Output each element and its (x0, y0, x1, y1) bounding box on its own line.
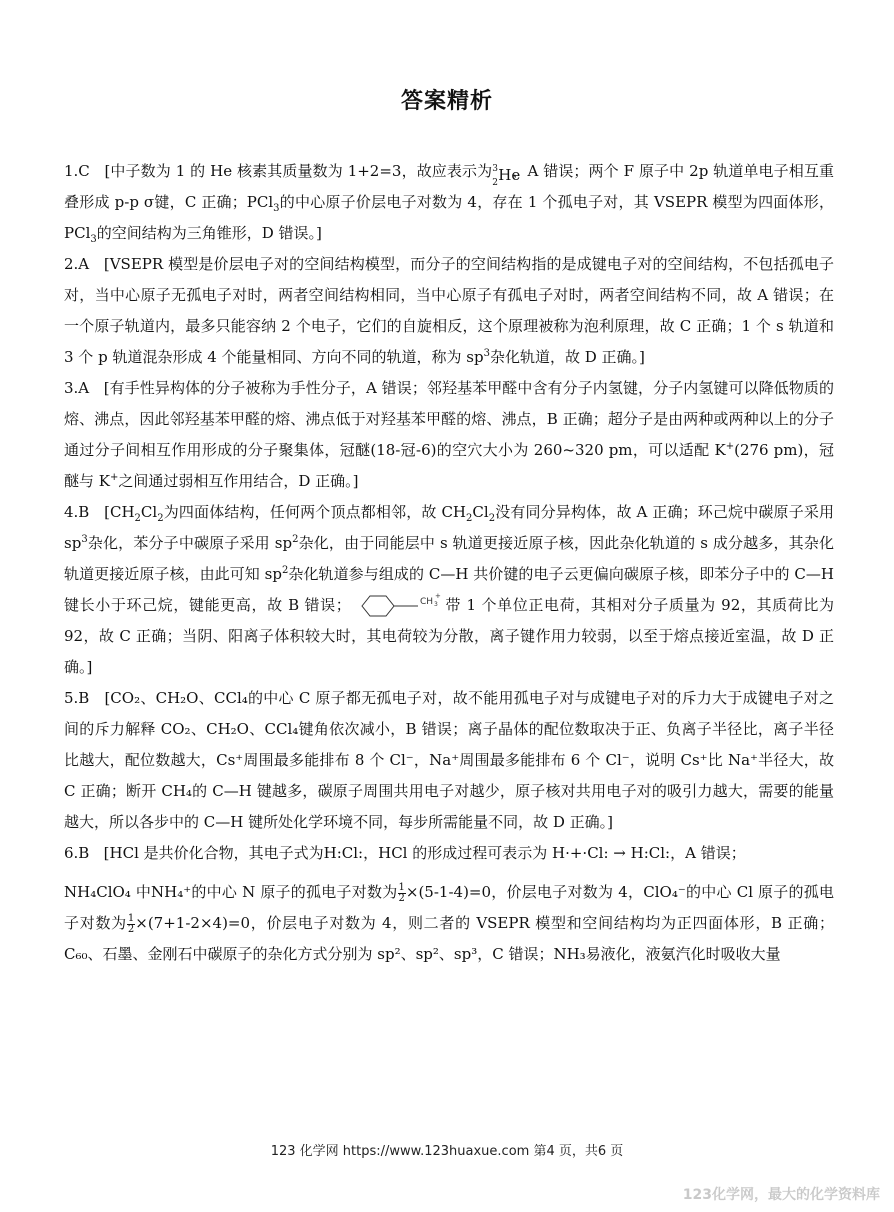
answer-6-continued (64, 877, 834, 970)
page-title: 答案精析 (400, 88, 493, 114)
answer-text: (276 pm)，冠醚与 K (64, 441, 834, 490)
answer-text: [VSEPR 模型是价层电子对的空间结构模型，而分子的空间结构指的是成键电子对的空间结构，不包括孤电子对，当中心原子无孤电子对时，两者空间结构相同，当中心原子有孤电子对时，两者空间结构不同，故 A 错误；在一个原子轨道内，最多只能容纳 2 个电子，它们的自旋相反，这个原理被称为泡利原理，故 C 正确；1 个 s 轨道和 3 个 p 轨道混杂形成 4 个能量相同、方向不同的轨道，称为 sp (64, 255, 834, 366)
answer-4: 4.B [$CH_2Cl_2$为四面体结构，任何两个顶点都相邻，故 $CH_2Cl_2$没有同分异构体，故 A 正确；环己烷中碳原子采用 $sp^3$杂化，苯分子中碳原子采用 $sp^2$杂化，由于同能层中 s 轨道更接近原子核，因此杂化轨道的 s 成分越多，其杂化轨道更接近原子核，由此可知 $sp^2$杂化轨道参与组成的 C—H 共价键的电子云更偏向碳原子核，即苯分子中的 C—H 键长小于环己烷，键能更高，故 B 错误； CH 3 + 带 1 个单位正电荷，其相对分子质量为 92，其质荷比为 92，故 C 正确；当阴、阳离子体积较大时，其电荷较为分散，离子键作用力较弱，以至于熔点接近室温，故 D 正确。] (64, 503, 835, 676)
answer-text: ，A 错误； (670, 844, 746, 862)
answer-text: 杂化，由于同能层中 s 轨道更接近原子核，因此杂化轨道的 s 成分越多，其杂化轨道更接近原子核，由此可知 sp (64, 534, 834, 583)
answer-text: [CH (104, 503, 135, 521)
toluene-cation-structure-icon (356, 591, 440, 621)
answer-text: 杂化轨道，故 D 正确。] (489, 348, 645, 366)
methyl-label: CH (420, 597, 434, 607)
answer-text: 之间通过弱相互作用结合，D 正确。] (118, 472, 359, 490)
hcl-electron-formula: H:Cl: (323, 844, 364, 862)
superscript: + (109, 472, 119, 483)
answer-text: NH₄ClO₄ 中NH₄⁺的中心 N 原子的孤电子对数为 (64, 883, 398, 901)
hcl-formation-process: H·+·Cl: → H:Cl: (552, 844, 671, 862)
answer-text: 为四面体结构，任何两个顶点都相邻，故 CH (163, 503, 467, 521)
answer-text: 没有同分异构体，故 A 正确；环己烷中碳原子采用 sp (64, 503, 835, 552)
fraction (127, 914, 135, 935)
answer-number: 2.A (64, 255, 90, 273)
answer-text: 杂化轨道参与组成的 C—H 共价键的电子云更偏向碳原子核，即苯分子中的 C—H 键长小于环己烷，键能更高，故 B 错误； (64, 565, 834, 614)
answer-text: [HCl 是共价化合物，其电子式为 (103, 844, 324, 862)
page-footer: 123 化学网 https://www.123huaxue.com 第4 页，共6 页 (270, 1144, 624, 1159)
mass-number: 3 (492, 164, 498, 174)
answer-number: 3.A (64, 379, 90, 397)
answer-text: Cl (472, 503, 489, 521)
svg-text:3: 3 (434, 601, 438, 608)
fraction-denominator: 2 (398, 892, 405, 904)
answer-text: 带 1 个单位正电荷，其相对分子质量为 92，其质荷比为 92，故 C 正确；当阴、阳离子体积较大时，其电荷较为分散，离子键作用力较弱，以至于熔点接近室温，故 D 正确。] (64, 596, 834, 676)
answer-text: [中子数为 1 的 He 核素其质量数为 1+2=3，故应表示为 (104, 162, 493, 180)
fraction (398, 883, 406, 904)
fraction-denominator: 2 (127, 923, 135, 935)
answer-text: ×(7+1-2×4)=0，价层电子对数为 4，则二者的 VSEPR 模型和空间结构均为正四面体形，B 正确；C₆₀、石墨、金刚石中碳原子的杂化方式分别为 sp²、sp²、sp³，C 错误；NH₃易液化，液氨汽化时吸收大量 (64, 914, 834, 963)
answer-text: [CO₂、CH₂O、CCl₄的中心 C 原子都无孤电子对，故不能用孤电子对与成键电子对的斥力大于成键电子对之间的斥力解释 CO₂、CH₂O、CCl₄键角依次减小，B 错误；离子晶体的配位数取决于正、负离子半径比，离子半径比越大，配位数越大，Cs⁺周围最多能排布 8 个 Cl⁻，Na⁺周围最多能排布 6 个 Cl⁻，说明 Cs⁺比 Na⁺半径大，故 C 正确；断开 CH₄的 C—H 键越多，碳原子周围共用电子对越少，原子核对共用电子对的吸引力越大，需要的能量越大，所以各步中的 C—H 键所处化学环境不同，每步所需能量不同，故 D 正确。] (64, 689, 834, 831)
atomic-number: 2 (492, 178, 498, 188)
answer-text: ，A 错误；两个 F 原子中 2p 轨道单电子相互重叠形成 p-p σ键，C 正确；PCl (64, 162, 834, 211)
answer-number: 6.B (64, 844, 90, 862)
answer-body (64, 156, 834, 970)
answer-number: 4.B (64, 503, 90, 521)
answer-1: 1.C [中子数为 1 的 He 核素其质量数为 1+2=3，故应表示为 3 2 He ，A 错误；两个 F 原子中 2p 轨道单电子相互重叠形成 p-p σ键，C 正确；PCl$_3$的中心原子价层电子对数为 4，存在 1 个孤电子对，其 VSEPR 模型为四面体形，PCl$_3$的空间结构为三角锥形，D 错误。] (64, 156, 834, 249)
answer-text: 的中心原子价层电子对数为 4，存在 1 个孤电子对，其 VSEPR 模型为四面体形，PCl (64, 193, 834, 242)
answer-number: 1.C (64, 162, 90, 180)
watermark: 123化学网，最大的化学资料库 (682, 1187, 880, 1203)
answer-text: ×(5-1-4)=0，价层电子对数为 4，ClO₄⁻的中心 Cl 原子的孤电子对数为 (64, 883, 834, 932)
answer-text: ，HCl 的形成过程可表示为 (363, 844, 548, 862)
superscript: + (725, 441, 735, 452)
element-symbol: He (498, 166, 521, 184)
answer-text: [有手性异构体的分子被称为手性分子，A 错误；邻羟基苯甲醛中含有分子内氢键，分子内氢键可以降低物质的熔、沸点，因此邻羟基苯甲醛的熔、沸点低于对羟基苯甲醛的熔、沸点，B 正确；超分子是由两种或两种以上的分子通过分子间相互作用形成的分子聚集体，冠醚(18-冠-6)的空穴大小为 260~320 pm，可以适配 K (64, 379, 834, 459)
answer-text: 的空间结构为三角锥形，D 错误。] (96, 224, 322, 242)
superscript: 3 (483, 348, 490, 359)
answer-text: 杂化，苯分子中碳原子采用 sp (87, 534, 293, 552)
fraction-numerator: 1 (398, 881, 405, 893)
answer-3 (64, 373, 834, 497)
answer-number: 5.B (64, 689, 90, 707)
isotope-notation (492, 160, 521, 188)
answer-5 (64, 683, 834, 838)
svg-text:+: + (435, 592, 442, 600)
answer-2 (64, 249, 834, 373)
answer-6 (64, 838, 834, 869)
fraction-numerator: 1 (127, 912, 135, 924)
answer-text: Cl (140, 503, 158, 521)
